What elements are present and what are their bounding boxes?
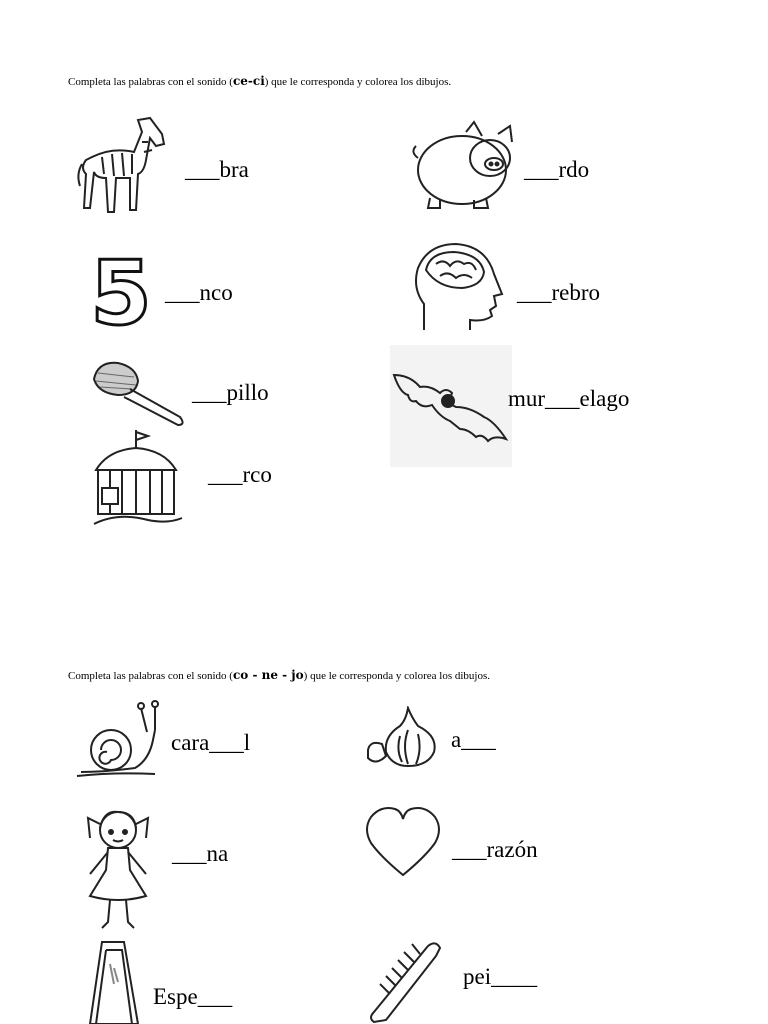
zebra-icon	[72, 112, 172, 222]
brush-icon	[84, 355, 188, 427]
instruction-2	[68, 668, 490, 682]
svg-text:5: 5	[90, 252, 152, 330]
girl-icon	[80, 808, 156, 930]
word-circus: ___rco	[208, 462, 272, 487]
sound-co-ne-jo: co - ne - jo	[232, 668, 304, 682]
word-girl: ___na	[172, 841, 229, 866]
word-mirror: Espe___	[153, 984, 233, 1009]
word-snail: cara___l	[171, 730, 251, 755]
pig-icon	[410, 118, 520, 212]
word-brush: ___pillo	[192, 380, 269, 405]
brain-head-icon	[410, 240, 505, 334]
instruction-2-text-end: ) que le corresponda y colorea los dibujos.	[303, 670, 490, 682]
sound-ce-ci: ce-ci	[232, 74, 265, 88]
instruction-1-text-end: ) que le corresponda y colorea los dibujos.	[264, 76, 452, 88]
snail-icon	[75, 700, 165, 780]
word-bat: mur___elago	[508, 386, 630, 411]
word-five: ___nco	[165, 280, 233, 305]
instruction-2-text-start: Completa las palabras con el sonido (	[68, 670, 233, 682]
mirror-icon	[80, 938, 150, 1024]
word-brain: ___rebro	[517, 280, 601, 305]
garlic-icon	[362, 706, 444, 770]
word-comb: pei____	[463, 964, 538, 989]
heart-icon	[363, 803, 443, 877]
word-heart: ___razón	[452, 837, 538, 862]
bat-icon	[390, 345, 512, 467]
instruction-1-text-start: Completa las palabras con el sonido (	[68, 76, 233, 88]
circus-tent-icon	[88, 428, 184, 528]
word-zebra: ___bra	[185, 157, 249, 182]
number-five-icon	[85, 252, 157, 330]
word-pig: ___rdo	[524, 157, 590, 182]
instruction-1	[68, 74, 451, 88]
word-garlic: a___	[451, 727, 496, 752]
comb-icon	[366, 940, 444, 1024]
